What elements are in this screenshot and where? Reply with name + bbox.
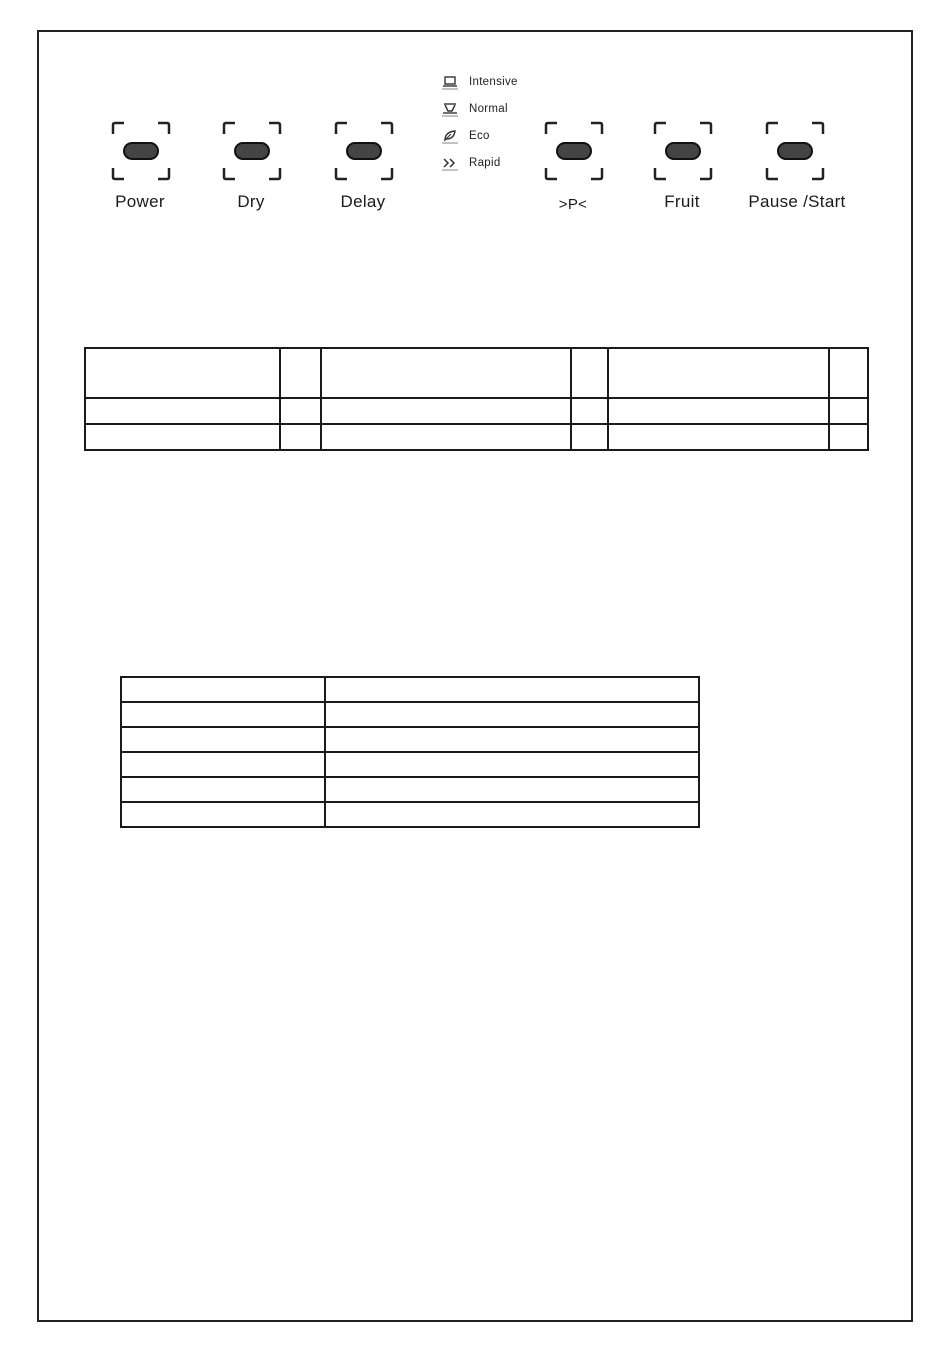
- double-chevron-icon: [440, 156, 460, 172]
- table-cell: [85, 398, 280, 424]
- program-normal-label: Normal: [469, 103, 508, 115]
- pot-icon: [440, 75, 460, 91]
- table-row: [121, 777, 699, 802]
- table-cell: [829, 398, 868, 424]
- table-cell: [280, 348, 321, 398]
- table-cell: [608, 348, 829, 398]
- table-cell: [608, 398, 829, 424]
- table-cell: [325, 752, 699, 777]
- table-cell: [325, 677, 699, 702]
- bowl-icon: [440, 102, 460, 118]
- table-cell: [85, 348, 280, 398]
- table-cell: [325, 802, 699, 827]
- table-cell: [121, 777, 325, 802]
- control-panel: [0, 0, 950, 230]
- table-row: [121, 677, 699, 702]
- pause-start-label: Pause /Start: [748, 192, 846, 211]
- dry-label: Dry: [237, 192, 265, 211]
- pause-start-button[interactable]: [764, 120, 826, 182]
- table-cell: [571, 424, 608, 450]
- table-cell: [829, 348, 868, 398]
- table-cell: [325, 702, 699, 727]
- program-indicator-list: [438, 74, 548, 182]
- program-eco: [438, 128, 548, 155]
- table-row: [121, 727, 699, 752]
- leaf-icon: [440, 129, 460, 145]
- program-eco-label: Eco: [469, 130, 490, 142]
- program-rapid: [438, 155, 548, 182]
- table-cell: [571, 398, 608, 424]
- table-row: [121, 702, 699, 727]
- table-row: [85, 424, 868, 450]
- table-cell: [325, 727, 699, 752]
- table-cell: [121, 702, 325, 727]
- delay-label: Delay: [340, 192, 386, 211]
- delay-button[interactable]: [333, 120, 395, 182]
- fruit-button[interactable]: [652, 120, 714, 182]
- power-button[interactable]: [110, 120, 172, 182]
- table-cell: [280, 398, 321, 424]
- table-row: [121, 802, 699, 827]
- dry-button[interactable]: [221, 120, 283, 182]
- table-cell: [325, 777, 699, 802]
- program-intensive-label: Intensive: [469, 76, 518, 88]
- table-cell: [121, 752, 325, 777]
- table-row: [85, 348, 868, 398]
- table-cell: [321, 348, 570, 398]
- program-rapid-label: Rapid: [469, 157, 501, 169]
- program-normal: [438, 101, 548, 128]
- fruit-label: Fruit: [664, 192, 700, 211]
- table-cell: [571, 348, 608, 398]
- half-load-button[interactable]: [543, 120, 605, 182]
- table-cell: [121, 727, 325, 752]
- table-cell: [121, 802, 325, 827]
- half-load-label: >P<: [558, 196, 588, 213]
- table-cell: [121, 677, 325, 702]
- table-cell: [321, 424, 570, 450]
- table-cell: [280, 424, 321, 450]
- table-cell: [608, 424, 829, 450]
- table-cell: [85, 424, 280, 450]
- info-table: [120, 676, 700, 828]
- table-cell: [321, 398, 570, 424]
- settings-table: [84, 347, 869, 451]
- table-row: [85, 398, 868, 424]
- table-cell: [829, 424, 868, 450]
- program-intensive: [438, 74, 548, 101]
- table-row: [121, 752, 699, 777]
- power-label: Power: [115, 192, 165, 211]
